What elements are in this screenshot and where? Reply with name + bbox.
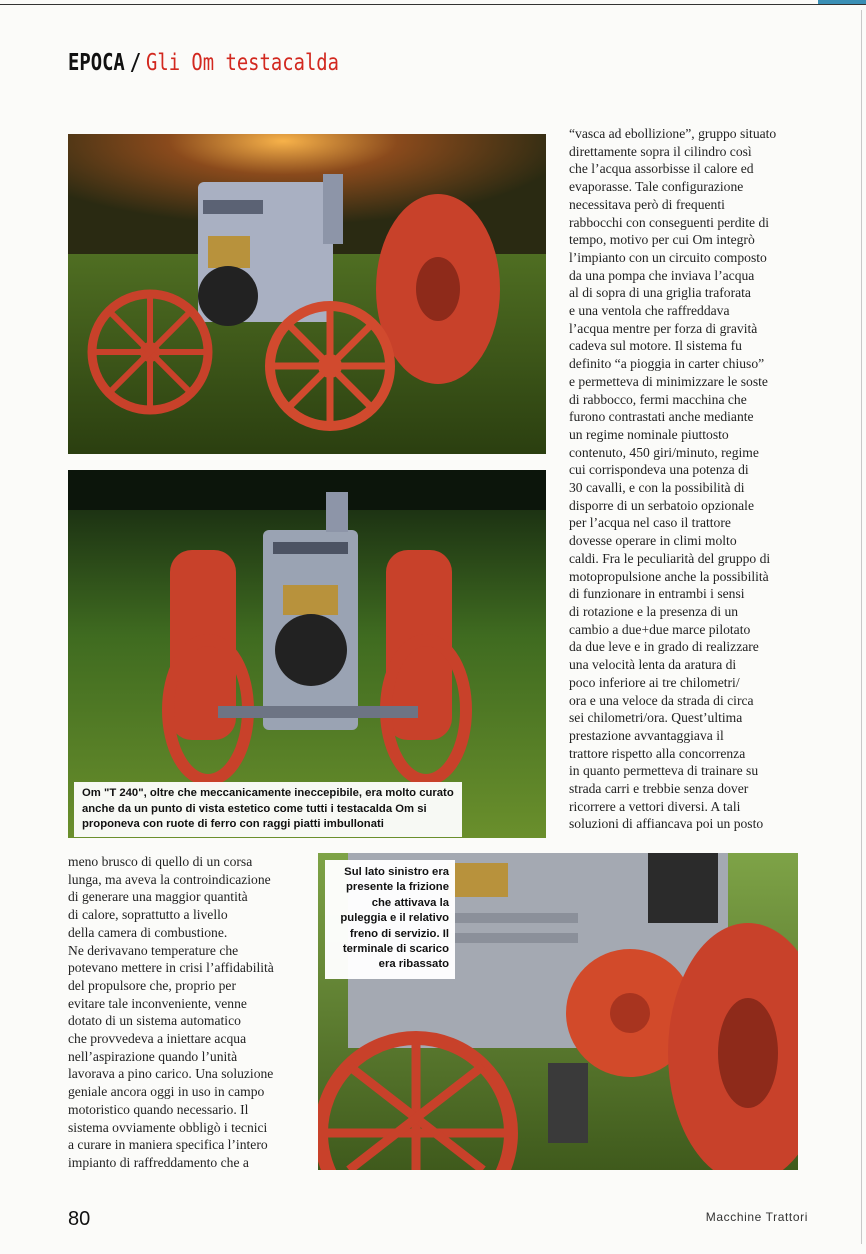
top-accent-bar [818, 0, 866, 4]
paragraph-right: “vasca ad ebollizione”, gruppo situato direttamente sopra il cilindro così che l’acqua assorbisse il calore ed evaporasse. Tale configurazione necessitava però di frequenti rabbocchi con conseguenti perdite di tempo, motivo per cui Om integrò l’impianto con un circuito composto da una pompa che inviava l’acqua al di sopra di una griglia traforata e una ventola che raffreddava l’acqua mentre per forza di gravità cadeva sul motore. Il sistema fu definito “a pioggia in carter chiuso” e permetteva di minimizzare le soste di rabbocco, fermi macchina che furono contrastati anche mediante un regime nominale piuttosto contenuto, 450 giri/minuto, regime cui corrispondeva una potenza di 30 cavalli, e con la possibilità di disporre di un serbatoio opzionale per l’acqua nel caso il trattore dovesse operare in climi molto caldi. Fra le peculiarità del gruppo di motopropulsione anche la possibilità di funzionare in entrambi i sensi di rotazione e la presenza di un cambio a due+due marce pilotato da due leve e in grado di realizzare una velocità lenta da aratura di poco inferiore ai tre chilometri/ ora e una veloce da strada di circa sei chilometri/ora. Quest’ultima prestazione avvantaggiava il trattore rispetto alla concorrenza in quanto permetteva di trainare su strada carri e trebbie senza dover ricorrere a vettori diversi. A tali soluzioni di affiancava poi un posto [569, 126, 777, 832]
section-label: EPOCA [68, 50, 125, 76]
photo-caption-detail: Sul lato sinistro era presente la frizione che attivava la puleggia e il relativo freno di servizio. Il terminale di scarico era ribassato [325, 860, 455, 979]
photo-tractor-sunset [68, 134, 546, 454]
header-separator: / [129, 50, 142, 76]
photo-caption-front: Om "T 240", oltre che meccanicamente ineccepibile, era molto curato anche da un punto di vista estetico come tutti i testacalda Om si proponeva con ruote di ferro con raggi piatti imbullonati [74, 782, 462, 837]
top-rule [0, 4, 866, 5]
page-edge-line [861, 10, 862, 1244]
magazine-name: Macchine Trattori [705, 1210, 808, 1224]
body-text-right-column [569, 125, 807, 833]
paragraph-left: meno brusco di quello di un corsa lunga, ma aveva la controindicazione di generare una maggior quantità di calore, soprattutto a livello della camera di combustione. Ne derivavano temperature che potevano mettere in crisi l’affidabilità del propulsore che, proprio per evitare tale inconveniente, venne dotato di un sistema automatico che provvedeva a iniettare acqua nell’aspirazione quando l’unità lavorava a pino carico. Una soluzione geniale ancora oggi in uso in campo motoristico quando necessario. Il sistema ovviamente obbligò i tecnici a curare in maniera specifica l’intero impianto di raffreddamento che a [68, 854, 274, 1170]
article-subtitle: Gli Om testacalda [145, 50, 340, 76]
page-number: 80 [68, 1208, 91, 1230]
body-text-left-column [68, 853, 306, 1172]
page-header [68, 50, 339, 76]
